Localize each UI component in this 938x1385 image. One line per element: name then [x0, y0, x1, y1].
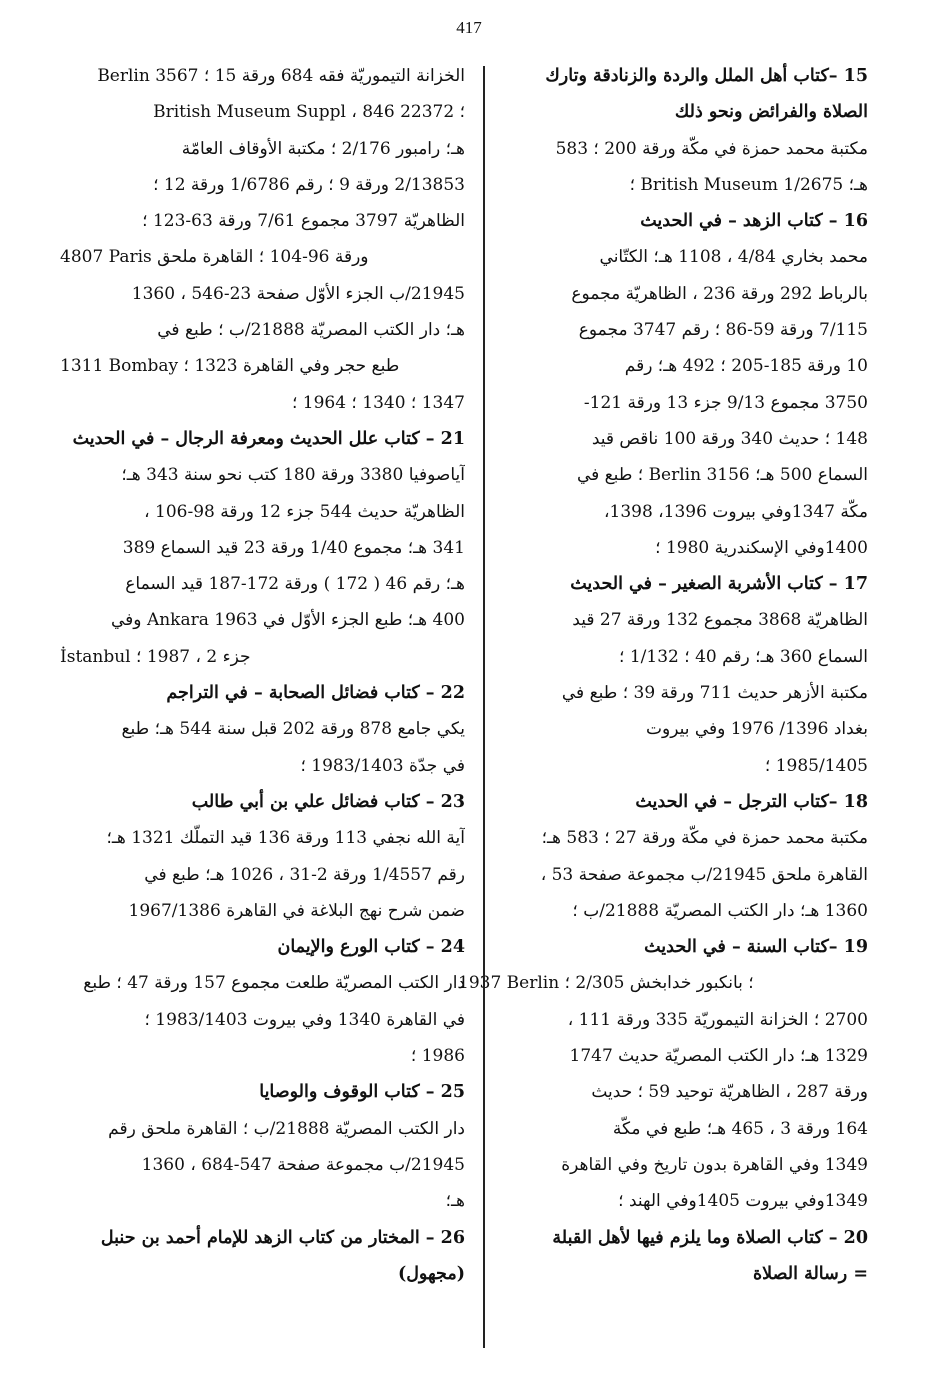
entry-heading: 24 – كتاب الورع والإيمان — [277, 937, 465, 958]
text-line: الظاهريّة 3797 مجموع 7/61 ورقة 63-123 ؛ — [142, 211, 465, 232]
entry-heading: 22 – كتاب فضائل الصحابة – في التراجم — [166, 683, 465, 704]
text-line: 164 ورقة 3 ، 465 هـ؛ طبع في مكّة — [612, 1118, 868, 1139]
text-line: 1360 هـ؛ دار الكتب المصريّة 21888/ب ؛ — [572, 900, 868, 921]
text-line: يكي جامع 878 ورقة 202 قبل سنة 544 هـ؛ طبع — [121, 719, 465, 740]
text-line: 21945/ب الجزء الأوّل صفحة 23-546 ، 1360 — [131, 283, 465, 304]
entry-heading: 17 – كتاب الأشربة الصغير – في الحديث — [570, 574, 868, 595]
text-line: السماع 360 هـ؛ رقم 40 ؛ 1/132 ؛ — [619, 646, 868, 667]
column-divider — [483, 66, 485, 1348]
left-column — [60, 58, 465, 1292]
text-line: 1986 ؛ — [410, 1046, 465, 1067]
text-line: 1349وفي بيروت 1405وفي الهند ؛ — [618, 1191, 868, 1212]
text-line: 3750 مجموع 9/13 جزء 13 ورقة 121- — [583, 392, 868, 413]
text-line: ؛ 22372 British Museum Suppl ، 846 — [153, 102, 465, 123]
text-line: بالرباط 292 ورقة 236 ، الظاهريّة مجموع — [571, 283, 868, 304]
entry-heading: 18 –كتاب الترجل – في الحديث — [635, 791, 868, 812]
text-line: السماع 500 هـ؛ 3156 Berlin ؛ طبع في — [576, 465, 868, 486]
entry-heading: 15 –كتاب أهل الملل والردة والزنادقة وتارك — [545, 66, 868, 86]
entry-heading: (مجهول) — [397, 1263, 465, 1284]
text-line: القاهرة ملحق 21945/ب مجموعة صفحة 53 ، — [540, 864, 868, 885]
text-line: 1347 ؛ 1340 ؛ 1964 ؛ — [291, 392, 465, 413]
text-line: 2/13853 ورقة 9 ؛ رقم 1/6786 ورقة 12 ؛ — [153, 174, 465, 195]
text-line: ورقة 287 ، الظاهريّة توحيد 59 ؛ حديث — [591, 1082, 868, 1103]
page-number: 417 — [456, 18, 482, 37]
text-line: مكّة 1347وفي بيروت 1396، 1398، — [604, 501, 868, 522]
text-line: رقم 1/4557 ورقة 2-31 ، 1026 هـ؛ طبع في — [144, 864, 465, 885]
text-line: 341 هـ؛ مجموع 1/40 ورقة 23 قيد السماع 389 — [122, 537, 465, 558]
text-line: 2700 ؛ الخزانة التيموريّة 335 ورقة 111 ، — [567, 1009, 868, 1030]
text-line: آية الله نجفي 113 ورقة 136 قيد التملّك 1321 هـ؛ — [106, 828, 465, 849]
entry-heading: 21 – كتاب علل الحديث ومعرفة الرجال – في الحديث — [72, 428, 465, 449]
right-column — [458, 58, 868, 1292]
text-line: 1349 وفي القاهرة بدون تاريخ وفي القاهرة — [561, 1154, 868, 1175]
text-line: مكتبة الأزهر حديث 711 ورقة 39 ؛ طبع في — [561, 683, 868, 704]
entry-heading: 26 – المختار من كتاب الزهد للإمام أحمد بن حنبل — [100, 1227, 465, 1248]
text-line: İstanbul جزء 2 ، 1987 ؛ — [60, 646, 251, 667]
entry-heading: 25 – كتاب الوقوف والوصايا — [259, 1082, 465, 1103]
text-line: دار الكتب المصريّة طلعت مجموع 157 ورقة 47 ؛ طبع — [83, 973, 465, 994]
text-line: بغداد 1396/ 1976 وفي بيروت — [645, 719, 868, 740]
text-line: 1985/1405 ؛ — [764, 755, 868, 776]
entry-heading: 19 –كتاب السنة – في الحديث — [644, 937, 868, 958]
text-line: الخزانة التيموريّة فقه 684 ورقة 15 ؛ 3567 Berlin — [97, 66, 465, 86]
text-line: في جدّة 1983/1403 ؛ — [300, 755, 465, 776]
text-line: مكتبة محمد حمزة في مكّة ورقة 200 ؛ 583 — [555, 138, 868, 159]
text-line: هـ؛ — [445, 1191, 465, 1212]
text-line: 400 هـ؛ طبع الجزء الأوّل في Ankara 1963 وفي — [111, 610, 465, 631]
text-line: ضمن شرح نهج البلاغة في القاهرة 1967/1386 — [128, 900, 465, 921]
text-line: 1937 Berlin ؛ بانكبور خدابخش 2/305 ؛ — [458, 973, 754, 994]
text-line: 4807 Paris ورقة 96-104 ؛ القاهرة ملحق — [60, 247, 369, 268]
entry-heading: الصلاة والفرائض ونحو ذلك — [674, 102, 868, 123]
text-line: 148 ؛ حديث 340 ورقة 100 ناقص قيد — [591, 428, 868, 449]
entry-heading: 23 – كتاب فضائل علي بن أبي طالب — [191, 791, 465, 812]
text-line: هـ؛ دار الكتب المصريّة 21888/ب ؛ طبع في — [157, 320, 465, 341]
entry-heading: 20 – كتاب الصلاة وما يلزم فيها لأهل القبلة — [552, 1227, 868, 1248]
text-line: 1311 Bombay طبع حجر وفي القاهرة 1323 ؛ — [60, 356, 400, 377]
text-line: دار الكتب المصريّة 21888/ب ؛ القاهرة ملحق رقم — [108, 1118, 465, 1139]
text-line: محمد بخاري 4/84 ، 1108 هـ؛ الكتّاني — [599, 247, 868, 268]
text-line: الظاهريّة 3868 مجموع 132 ورقة 27 قيد — [572, 610, 868, 631]
text-line: 10 ورقة 185-205 ؛ 492 هـ؛ رقم — [624, 356, 868, 377]
text-line: في القاهرة 1340 وفي بيروت 1983/1403 ؛ — [144, 1009, 465, 1030]
text-line: الظاهريّة حديث 544 جزء 12 ورقة 98-106 ، — [144, 501, 465, 522]
text-line: آياصوفيا 3380 ورقة 180 كتب نحو سنة 343 هـ؛ — [121, 465, 465, 486]
text-line: هـ؛ رامبور 2/176 ؛ مكتبة الأوقاف العامّة — [181, 138, 465, 159]
entry-heading: = رسالة الصلاة — [753, 1263, 868, 1284]
text-line: 7/115 ورقة 59-86 ؛ رقم 3747 مجموع — [578, 320, 868, 341]
text-line: هـ؛ رقم 46 ( 172 ) ورقة 172-187 قيد السماع — [125, 574, 465, 595]
text-line: 1400وفي الإسكندرية 1980 ؛ — [655, 537, 868, 558]
text-line: هـ؛ 1/2675 British Museum ؛ — [629, 174, 868, 195]
text-line: 21945/ب مجموعة صفحة 547-684 ، 1360 — [141, 1154, 465, 1175]
entry-heading: 16 – كتاب الزهد – في الحديث — [640, 211, 868, 232]
text-line: مكتبة محمد حمزة في مكّة ورقة 27 ؛ 583 هـ؛ — [541, 828, 868, 849]
text-line: 1329 هـ؛ دار الكتب المصريّة حديث 1747 — [569, 1046, 868, 1067]
